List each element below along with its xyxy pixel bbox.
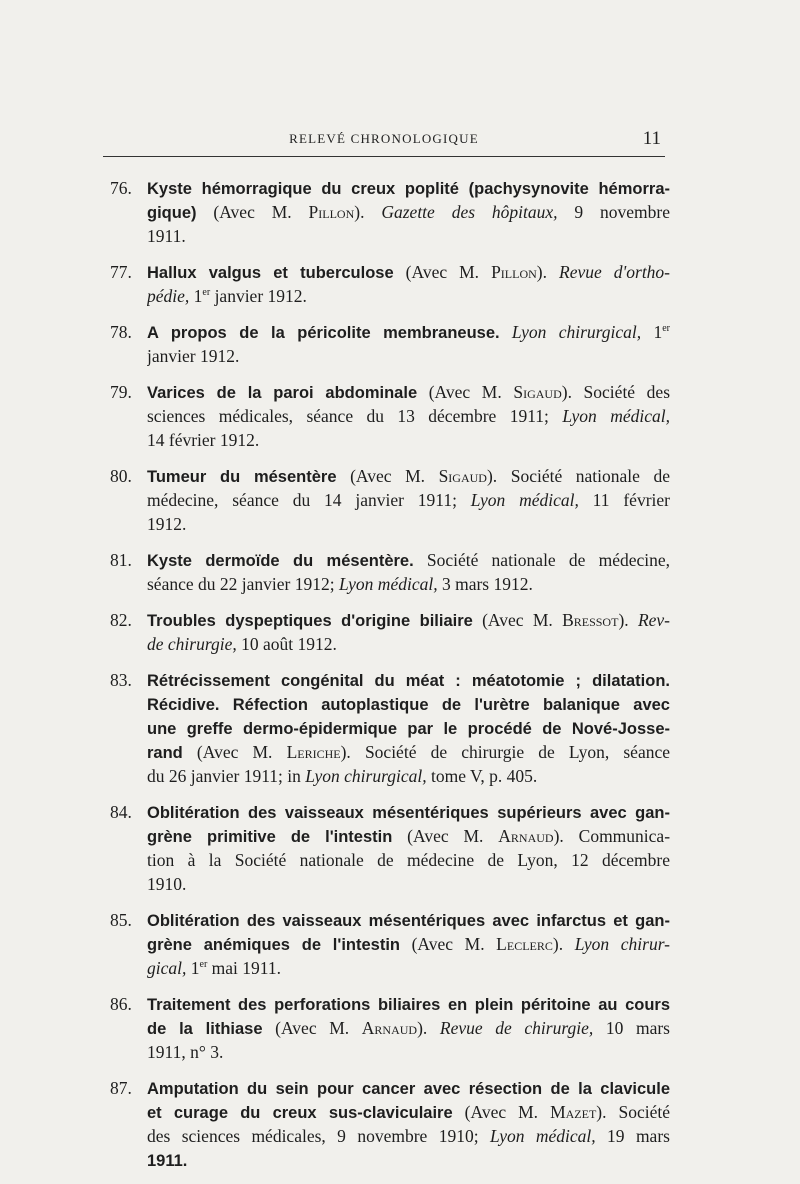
text-segment: 1 [186,958,200,978]
text-segment: 19 mars [595,1126,670,1146]
text-segment: Traitement des perforations biliaires en plein péritoine au cours [147,996,670,1014]
header-title: RELEVÉ CHRONOLOGIQUE [289,131,479,146]
text-segment: Rev- [637,610,670,630]
bibliography-entry [110,548,670,596]
text-segment: ). [417,1018,440,1038]
text-segment: 10 mars [593,1018,670,1038]
text-segment: et curage du creux sus-claviculaire [147,1104,453,1122]
text-segment: Arnaud [498,826,554,846]
entry-line [147,908,670,932]
text-segment: Lyon chirurgical, [305,766,427,786]
text-segment: ). [354,202,382,222]
bibliography-entry [110,176,670,248]
text-segment: 1911, n° 3. [147,1042,224,1062]
text-segment: Lyon chirur- [574,934,670,954]
entry-line [147,1076,670,1100]
entry-line [147,572,670,596]
running-header [103,128,665,157]
entry-line [147,260,670,284]
entry-line [147,764,670,788]
entry-line [147,404,670,428]
entry-line [147,1016,670,1040]
text-segment: Revue de chirurgie, [439,1018,594,1038]
entry-line [147,428,670,452]
entry-number: 81. [110,550,132,570]
entry-number: 77. [110,262,132,282]
text-segment: 1911. [147,1152,188,1170]
text-segment: Pillon [308,202,355,222]
text-segment: Hallux valgus et tuberculose [147,264,394,282]
text-segment: (Avec M. [417,382,514,402]
text-segment: ). Société nationale de [486,466,670,486]
text-segment: 14 février 1912. [147,430,260,450]
entry-line [147,320,670,344]
entry-number: 86. [110,994,132,1014]
text-segment: Troubles dyspeptiques d'origine biliaire [147,612,473,630]
entry-number: 84. [110,802,132,822]
entry-line [147,548,670,572]
text-segment: Varices de la paroi abdominale [147,384,418,402]
bibliography-entry [110,992,670,1064]
text-segment: grène anémiques de l'intestin [147,936,400,954]
text-segment: Leclerc [496,934,553,954]
entry-line [147,872,670,896]
text-segment: Mazet [550,1102,597,1122]
entry-line [147,1100,670,1124]
text-segment: ). [552,934,575,954]
text-segment: ). Société [596,1102,670,1122]
entry-line [147,692,670,716]
text-segment: (Avec M. [472,610,563,630]
text-segment: er [202,287,211,299]
text-segment: 1 [189,286,203,306]
entry-line [147,224,670,248]
text-segment: séance du 22 janvier 1912; [147,574,339,594]
entry-line [147,716,670,740]
entry-line [147,512,670,536]
text-segment: (Avec M. [196,202,309,222]
text-segment: des sciences médicales, 9 novembre 1910; [147,1126,490,1146]
text-segment: (Avec M. [393,262,492,282]
entry-line [147,608,670,632]
text-segment: Sigaud [438,466,487,486]
entry-line [147,956,670,980]
entry-line [147,200,670,224]
entry-line [147,344,670,368]
text-segment: Récidive. Réfection autoplastique de l'urètre balanique avec [147,696,670,714]
page-number: 11 [642,128,661,149]
text-segment: Gazette des hôpitaux, [381,202,558,222]
bibliography-entry [110,464,670,536]
bibliography-list [110,176,670,1184]
text-segment: sciences médicales, séance du 13 décembre 1911; [147,406,563,426]
text-segment: Lyon médical, [489,1126,596,1146]
text-segment: ). Société de chirurgie de Lyon, séance [340,742,670,762]
entry-line [147,848,670,872]
text-segment: rand [147,744,183,762]
text-segment: 9 novembre [557,202,670,222]
text-segment: 11 février [578,490,670,510]
text-segment: Rétrécissement congénital du méat : méatotomie ; dilatation. [147,672,670,690]
entry-line [147,176,670,200]
text-segment: Lyon médical, [562,406,670,426]
text-segment: gique) [147,204,197,222]
entry-line [147,1040,670,1064]
entry-line [147,824,670,848]
text-segment: (Avec M. [262,1018,362,1038]
text-segment: du 26 janvier 1911; in [147,766,306,786]
entry-line [147,1148,670,1172]
text-segment: Lyon médical, [338,574,438,594]
text-segment: tion à la Société nationale de médecine de Lyon, 12 décembre [147,850,670,870]
entry-line [147,668,670,692]
text-segment: pédie, [147,286,190,306]
text-segment [500,322,512,342]
text-segment: Oblitération des vaisseaux mésentériques avec infarctus et gan- [147,912,670,930]
entry-number: 83. [110,670,132,690]
text-segment: ). Communica- [553,826,670,846]
entry-number: 82. [110,610,132,630]
text-segment: ). [618,610,638,630]
entry-line [147,932,670,956]
bibliography-entry [110,1076,670,1172]
text-segment: janvier 1912. [210,286,307,306]
text-segment: Kyste hémorragique du creux poplité (pachysynovite hémorra- [147,180,670,198]
text-segment: (Avec M. [182,742,287,762]
text-segment: gical, [147,958,187,978]
text-segment: A propos de la péricolite membraneuse. [147,324,500,342]
text-segment: (Avec M. [452,1102,551,1122]
text-segment: Leriche [286,742,341,762]
text-segment: 3 mars 1912. [437,574,533,594]
text-segment: (Avec M. [399,934,497,954]
text-segment: (Avec M. [336,466,439,486]
entry-line [147,1124,670,1148]
entry-line [147,488,670,512]
text-segment: grène primitive de l'intestin [147,828,393,846]
text-segment: médecine, séance du 14 janvier 1911; [147,490,471,510]
bibliography-entry [110,800,670,896]
text-segment: Lyon médical, [470,490,579,510]
text-segment: une greffe dermo-épidermique par le procédé de Nové-Josse- [147,720,670,738]
text-segment: er [662,323,670,335]
text-segment: Tumeur du mésentère [147,468,337,486]
text-segment: ). Société des [561,382,670,402]
text-segment: Revue d'ortho- [559,262,670,282]
text-segment: (Avec M. [392,826,499,846]
entry-number: 79. [110,382,132,402]
text-segment: de la lithiase [147,1020,263,1038]
text-segment: de chirurgie, [147,634,237,654]
text-segment: Oblitération des vaisseaux mésentériques supérieurs avec gan- [147,804,670,822]
text-segment: ). [536,262,560,282]
text-segment: 1912. [147,514,187,534]
entry-number: 78. [110,322,132,342]
text-segment: Pillon [491,262,537,282]
text-segment: 1911. [147,226,186,246]
entry-line [147,992,670,1016]
text-segment: tome V, p. 405. [426,766,538,786]
entry-line [147,464,670,488]
text-segment: 1 [641,322,663,342]
text-segment: er [199,959,208,971]
entry-number: 87. [110,1078,132,1098]
text-segment: Lyon chirurgical, [511,322,642,342]
entry-line [147,632,670,656]
bibliography-entry [110,380,670,452]
text-segment: Bressot [562,610,619,630]
bibliography-entry [110,908,670,980]
text-segment: janvier 1912. [147,346,240,366]
entry-line [147,284,670,308]
text-segment: Kyste dermoïde du mésentère. [147,552,414,570]
text-segment: Amputation du sein pour cancer avec résection de la clavicule [147,1080,670,1098]
text-segment: mai 1911. [207,958,281,978]
text-segment: 10 août 1912. [236,634,337,654]
bibliography-entry [110,320,670,368]
text-segment: 1910. [147,874,187,894]
text-segment: Arnaud [361,1018,418,1038]
entry-number: 76. [110,178,132,198]
text-segment: Société nationale de médecine, [413,550,670,570]
entry-line [147,800,670,824]
text-segment: Sigaud [513,382,562,402]
entry-number: 85. [110,910,132,930]
entry-number: 80. [110,466,132,486]
entry-line [147,740,670,764]
bibliography-entry [110,668,670,788]
entry-line [147,380,670,404]
bibliography-entry [110,608,670,656]
bibliography-entry [110,260,670,308]
